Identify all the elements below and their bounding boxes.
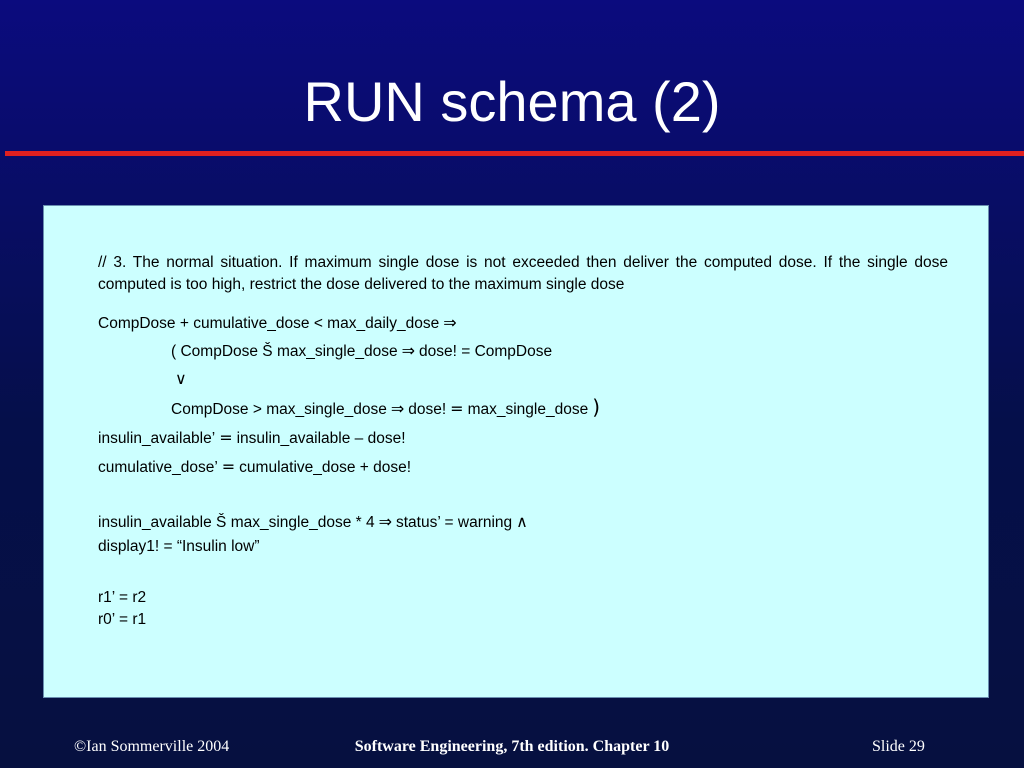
and-symbol: ∧ — [516, 512, 528, 531]
insulin-available-pre: insulin_available’ — [98, 430, 216, 447]
dose-case-1-pre: ( CompDose Š max_single_dose — [171, 343, 398, 360]
warning-mid: status’ = warning — [396, 514, 513, 531]
content-panel — [43, 205, 989, 698]
equals-symbol: = — [450, 399, 464, 418]
warning-pre: insulin_available Š max_single_dose * 4 — [98, 514, 375, 531]
or-line — [171, 368, 191, 390]
equals-symbol: = — [219, 428, 233, 447]
implies-symbol: ⇒ — [378, 512, 392, 531]
implies-symbol: ⇒ — [443, 313, 457, 332]
cumulative-dose-line — [98, 456, 411, 478]
title-divider — [5, 151, 1024, 156]
dose-case-2-pre: CompDose > max_single_dose — [171, 401, 387, 418]
cumulative-dose-post: cumulative_dose + dose! — [239, 459, 412, 476]
footer-slide-number: Slide 29 — [872, 738, 925, 755]
dose-case-1-post: dose! = CompDose — [419, 343, 553, 360]
footer-book-title: Software Engineering, 7th edition. Chapter 10 — [354, 738, 670, 755]
or-symbol: ∨ — [175, 369, 187, 388]
slide-title: RUN schema (2) — [303, 70, 721, 133]
close-paren: ) — [592, 395, 601, 419]
condition-line — [98, 312, 461, 334]
dose-case-2-post: max_single_dose — [467, 401, 589, 418]
equals-symbol: = — [221, 457, 236, 476]
dose-case-2-mid: dose! — [408, 401, 447, 418]
r1-line: r1’ = r2 — [98, 589, 147, 606]
comment-text: // 3. The normal situation. If maximum single dose is not exceeded then deliver the computed dose. If the single dose computed is too high, restrict the dose delivered to the maximum single dose — [98, 254, 948, 293]
dose-case-2 — [171, 397, 604, 420]
display-line: display1! = “Insulin low” — [98, 538, 260, 555]
condition-text: CompDose + cumulative_dose < max_daily_dose — [98, 315, 440, 332]
implies-symbol: ⇒ — [401, 341, 415, 360]
insulin-available-post: insulin_available – dose! — [236, 430, 406, 447]
dose-case-1 — [171, 340, 552, 362]
r0-line: r0’ = r1 — [98, 611, 147, 628]
cumulative-dose-pre: cumulative_dose’ — [98, 459, 218, 476]
footer-copyright: ©Ian Sommerville 2004 — [74, 738, 230, 755]
implies-symbol: ⇒ — [390, 399, 405, 418]
warning-line — [98, 511, 532, 533]
insulin-available-line — [98, 427, 406, 449]
